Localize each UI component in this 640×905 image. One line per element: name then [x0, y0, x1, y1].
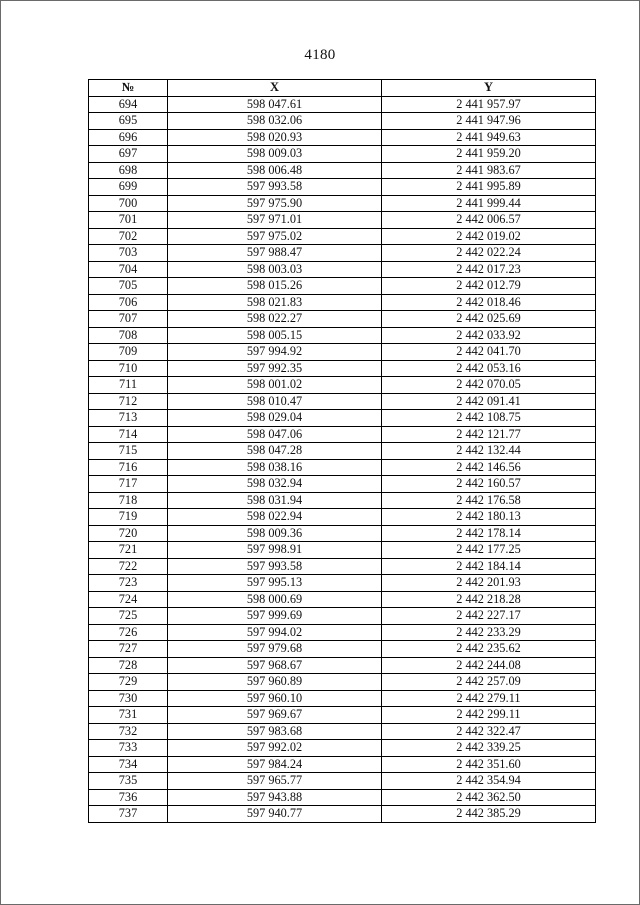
cell-x: 598 005.15	[168, 327, 382, 344]
cell-point-number: 724	[89, 591, 168, 608]
cell-y: 2 442 180.13	[382, 509, 596, 526]
cell-x: 597 975.90	[168, 195, 382, 212]
table-row	[89, 228, 596, 245]
cell-x: 597 960.89	[168, 674, 382, 691]
cell-x: 598 031.94	[168, 492, 382, 509]
cell-y: 2 442 025.69	[382, 311, 596, 328]
cell-y: 2 442 178.14	[382, 525, 596, 542]
cell-y: 2 442 339.25	[382, 740, 596, 757]
cell-x: 598 047.06	[168, 426, 382, 443]
coordinates-table	[88, 79, 596, 823]
table-row	[89, 410, 596, 427]
cell-point-number: 703	[89, 245, 168, 262]
cell-point-number: 720	[89, 525, 168, 542]
cell-y: 2 442 257.09	[382, 674, 596, 691]
cell-point-number: 721	[89, 542, 168, 559]
cell-point-number: 717	[89, 476, 168, 493]
table-row	[89, 806, 596, 823]
cell-x: 598 000.69	[168, 591, 382, 608]
table-row	[89, 525, 596, 542]
cell-point-number: 733	[89, 740, 168, 757]
table-row	[89, 344, 596, 361]
cell-y: 2 442 033.92	[382, 327, 596, 344]
cell-x: 598 038.16	[168, 459, 382, 476]
cell-x: 597 984.24	[168, 756, 382, 773]
cell-x: 597 988.47	[168, 245, 382, 262]
cell-y: 2 442 201.93	[382, 575, 596, 592]
cell-x: 598 001.02	[168, 377, 382, 394]
cell-y: 2 442 362.50	[382, 789, 596, 806]
cell-point-number: 715	[89, 443, 168, 460]
cell-y: 2 442 235.62	[382, 641, 596, 658]
table-row	[89, 575, 596, 592]
cell-point-number: 713	[89, 410, 168, 427]
cell-point-number: 726	[89, 624, 168, 641]
cell-point-number: 695	[89, 113, 168, 130]
cell-x: 597 998.91	[168, 542, 382, 559]
column-header-number: №	[89, 80, 168, 97]
cell-x: 597 983.68	[168, 723, 382, 740]
cell-point-number: 716	[89, 459, 168, 476]
cell-x: 598 022.94	[168, 509, 382, 526]
cell-x: 597 994.02	[168, 624, 382, 641]
cell-x: 597 979.68	[168, 641, 382, 658]
cell-x: 598 009.36	[168, 525, 382, 542]
cell-y: 2 441 949.63	[382, 129, 596, 146]
table-header-row	[89, 80, 596, 97]
cell-y: 2 442 227.17	[382, 608, 596, 625]
cell-x: 597 965.77	[168, 773, 382, 790]
table-row	[89, 311, 596, 328]
table-row	[89, 674, 596, 691]
cell-y: 2 442 299.11	[382, 707, 596, 724]
table-row	[89, 360, 596, 377]
table-row	[89, 641, 596, 658]
cell-point-number: 729	[89, 674, 168, 691]
cell-point-number: 735	[89, 773, 168, 790]
cell-y: 2 442 070.05	[382, 377, 596, 394]
cell-point-number: 699	[89, 179, 168, 196]
cell-y: 2 442 053.16	[382, 360, 596, 377]
table-row	[89, 426, 596, 443]
cell-y: 2 442 351.60	[382, 756, 596, 773]
table-row	[89, 377, 596, 394]
cell-x: 598 022.27	[168, 311, 382, 328]
cell-point-number: 696	[89, 129, 168, 146]
cell-y: 2 442 184.14	[382, 558, 596, 575]
cell-x: 597 960.10	[168, 690, 382, 707]
cell-point-number: 719	[89, 509, 168, 526]
cell-y: 2 442 012.79	[382, 278, 596, 295]
cell-y: 2 442 018.46	[382, 294, 596, 311]
cell-x: 598 003.03	[168, 261, 382, 278]
cell-point-number: 709	[89, 344, 168, 361]
cell-point-number: 718	[89, 492, 168, 509]
cell-point-number: 727	[89, 641, 168, 658]
cell-x: 597 940.77	[168, 806, 382, 823]
cell-y: 2 442 019.02	[382, 228, 596, 245]
table-row	[89, 113, 596, 130]
cell-x: 597 994.92	[168, 344, 382, 361]
cell-y: 2 442 354.94	[382, 773, 596, 790]
cell-x: 597 969.67	[168, 707, 382, 724]
table-row	[89, 492, 596, 509]
cell-y: 2 442 244.08	[382, 657, 596, 674]
cell-x: 598 047.28	[168, 443, 382, 460]
cell-point-number: 697	[89, 146, 168, 163]
cell-point-number: 712	[89, 393, 168, 410]
cell-y: 2 441 999.44	[382, 195, 596, 212]
cell-point-number: 725	[89, 608, 168, 625]
table-row	[89, 624, 596, 641]
cell-point-number: 731	[89, 707, 168, 724]
page-number: 4180	[304, 47, 336, 63]
cell-point-number: 723	[89, 575, 168, 592]
cell-x: 598 006.48	[168, 162, 382, 179]
cell-x: 597 993.58	[168, 558, 382, 575]
cell-y: 2 441 995.89	[382, 179, 596, 196]
table-row	[89, 558, 596, 575]
cell-y: 2 441 959.20	[382, 146, 596, 163]
cell-y: 2 441 947.96	[382, 113, 596, 130]
cell-point-number: 698	[89, 162, 168, 179]
table-row	[89, 756, 596, 773]
cell-x: 597 943.88	[168, 789, 382, 806]
cell-point-number: 722	[89, 558, 168, 575]
cell-x: 598 021.83	[168, 294, 382, 311]
table-row	[89, 146, 596, 163]
table-row	[89, 608, 596, 625]
cell-y: 2 442 041.70	[382, 344, 596, 361]
cell-x: 597 999.69	[168, 608, 382, 625]
table-row	[89, 542, 596, 559]
cell-x: 597 993.58	[168, 179, 382, 196]
cell-point-number: 706	[89, 294, 168, 311]
cell-x: 597 992.02	[168, 740, 382, 757]
cell-point-number: 714	[89, 426, 168, 443]
cell-point-number: 736	[89, 789, 168, 806]
cell-x: 598 020.93	[168, 129, 382, 146]
table-row	[89, 707, 596, 724]
cell-x: 597 968.67	[168, 657, 382, 674]
cell-y: 2 442 022.24	[382, 245, 596, 262]
table-row	[89, 773, 596, 790]
table-row	[89, 690, 596, 707]
column-header-y: Y	[382, 80, 596, 97]
cell-y: 2 442 017.23	[382, 261, 596, 278]
table-row	[89, 476, 596, 493]
cell-y: 2 442 233.29	[382, 624, 596, 641]
table-row	[89, 327, 596, 344]
cell-point-number: 730	[89, 690, 168, 707]
table-row	[89, 591, 596, 608]
cell-y: 2 442 132.44	[382, 443, 596, 460]
cell-x: 598 032.94	[168, 476, 382, 493]
cell-point-number: 701	[89, 212, 168, 229]
cell-y: 2 442 146.56	[382, 459, 596, 476]
cell-x: 598 047.61	[168, 96, 382, 113]
table-row	[89, 195, 596, 212]
cell-point-number: 734	[89, 756, 168, 773]
cell-y: 2 442 108.75	[382, 410, 596, 427]
table-row	[89, 294, 596, 311]
table-row	[89, 723, 596, 740]
column-header-x: X	[168, 80, 382, 97]
table-row	[89, 459, 596, 476]
cell-x: 597 971.01	[168, 212, 382, 229]
cell-point-number: 737	[89, 806, 168, 823]
cell-x: 598 015.26	[168, 278, 382, 295]
cell-point-number: 704	[89, 261, 168, 278]
cell-y: 2 441 983.67	[382, 162, 596, 179]
cell-y: 2 442 279.11	[382, 690, 596, 707]
table-row	[89, 740, 596, 757]
cell-y: 2 442 121.77	[382, 426, 596, 443]
table-row	[89, 129, 596, 146]
table-row	[89, 789, 596, 806]
table-row	[89, 261, 596, 278]
table-row	[89, 443, 596, 460]
cell-y: 2 441 957.97	[382, 96, 596, 113]
cell-point-number: 728	[89, 657, 168, 674]
cell-point-number: 732	[89, 723, 168, 740]
cell-y: 2 442 322.47	[382, 723, 596, 740]
table-row	[89, 509, 596, 526]
table-row	[89, 393, 596, 410]
cell-y: 2 442 160.57	[382, 476, 596, 493]
cell-y: 2 442 385.29	[382, 806, 596, 823]
cell-point-number: 708	[89, 327, 168, 344]
table-row	[89, 162, 596, 179]
cell-x: 598 032.06	[168, 113, 382, 130]
table-row	[89, 657, 596, 674]
cell-y: 2 442 176.58	[382, 492, 596, 509]
cell-x: 598 029.04	[168, 410, 382, 427]
cell-y: 2 442 091.41	[382, 393, 596, 410]
cell-point-number: 711	[89, 377, 168, 394]
cell-point-number: 694	[89, 96, 168, 113]
cell-point-number: 707	[89, 311, 168, 328]
cell-point-number: 702	[89, 228, 168, 245]
cell-x: 597 975.02	[168, 228, 382, 245]
table-body	[89, 96, 596, 822]
cell-y: 2 442 218.28	[382, 591, 596, 608]
table-row	[89, 278, 596, 295]
table-row	[89, 212, 596, 229]
cell-point-number: 710	[89, 360, 168, 377]
cell-point-number: 700	[89, 195, 168, 212]
cell-x: 598 010.47	[168, 393, 382, 410]
cell-y: 2 442 177.25	[382, 542, 596, 559]
table-row	[89, 96, 596, 113]
cell-x: 597 995.13	[168, 575, 382, 592]
cell-point-number: 705	[89, 278, 168, 295]
cell-x: 598 009.03	[168, 146, 382, 163]
cell-y: 2 442 006.57	[382, 212, 596, 229]
table-row	[89, 179, 596, 196]
table-row	[89, 245, 596, 262]
cell-x: 597 992.35	[168, 360, 382, 377]
